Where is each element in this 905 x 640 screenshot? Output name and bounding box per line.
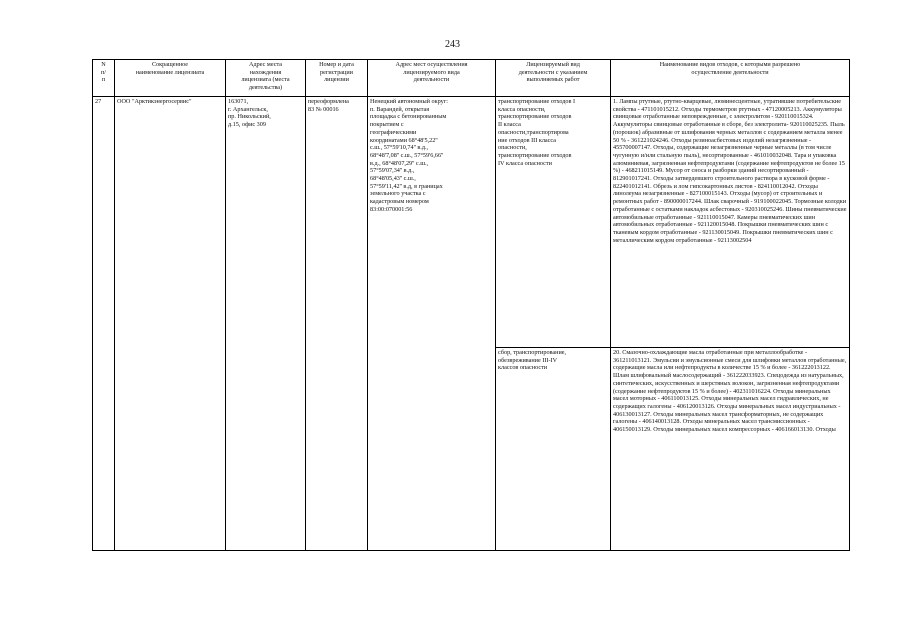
header-num: N п/ п bbox=[93, 60, 115, 97]
licensee-name: ООО "Арктикэнергосервис" bbox=[115, 97, 226, 551]
table-header-row bbox=[93, 60, 850, 97]
row-num: 27 bbox=[93, 97, 115, 551]
header-activity-place: Адрес мест осуществления лицензируемого вида деятельности bbox=[368, 60, 496, 97]
license-number: переоформлена 83 № 00016 bbox=[306, 97, 368, 551]
header-waste-types: Наименование видов отходов, с которыми разрешено осуществление деятельности bbox=[611, 60, 850, 97]
license-table bbox=[92, 59, 850, 551]
activity-kind-1: транспортирование отходов I класса опасности, транспортирование отходов II класса опасности,транспортирова ние отходов III класса опасности, транспортирование отходов IV класса опасности bbox=[496, 97, 611, 348]
activity-kind-2: сбор, транспортирование, обезвреживание III-IV классов опасности bbox=[496, 348, 611, 551]
waste-list-2: 20. Смазочно-охлаждающие масла отработанные при металлообработке - 361211013121. Эмульсии и эмульсионные смеси для шлифовки металлов отработанные, содержащие масла или нефтепродукты в количестве 15 % и более - 361222013122. Шлам шлифовальный маслосодержащий - 361222033923. Спецодежда из натуральных, синтетических, искусственных и шерстяных волокон, загрязненная нефтепродуктами (содержание нефтепродуктов 15 % и более) - 402311016224. Отходы минеральных масел моторных - 406110013125. Отходы минеральных масел гидравлических, не содержащих галогены - 406120013126. Отходы минеральных масел индустриальных - 406130013127. Отходы минеральных масел трансформаторных, не содержащих галогены - 406140013128. Отходы минеральных масел трансмиссионных - 406150013129. Отходы минеральных масел компрессорных - 406166013130. Отходы bbox=[611, 348, 850, 551]
activity-place: Ненецкий автономный округ: п. Варандей, открытая площадка с бетонированным покрытием с географическими координатами 68°48'5,22'' с.ш., 57°59'10,74'' в.д., 68°48'7,08'' с.ш., 57°59'6,66'' в.д., 68°48'07,29'' с.ш., 57°59'07,34'' в.д., 68°48'05,43'' с.ш., 57°59'11,42'' в.д, в границах земельного участка с кадастровым номером 83:00:070001:56 bbox=[368, 97, 496, 551]
header-licensee: Сокращенное наименование лицензиата bbox=[115, 60, 226, 97]
header-address: Адрес места нахождения лицензиата (места деятельства) bbox=[226, 60, 306, 97]
header-activity-kind: Лицензируемый вид деятельности с указанием выполняемых работ bbox=[496, 60, 611, 97]
header-license: Номер и дата регистрации лицензии bbox=[306, 60, 368, 97]
page-number: 243 bbox=[445, 39, 460, 50]
waste-list-1: 1. Лампы ртутные, ртутно-кварцевые, люминесцентные, утратившие потребительские свойства - 471101015212. Отходы термометров ртутных - 47120005213. Аккумуляторы свинцовые отработанные неповрежденные, с электролитом - 920110015324. Аккумуляторы свинцовые отработанные в сборе, без электролита- 920110025235. Пыль (порошок) абразивные от шлифования черных металлов с содержанием металла менее 50 % - 361221024246. Отходы резиноасбестовых изделий незагрязненные - 455700007147. Отходы, содержащие незагрязненные черные металлы (в том числе чугунную и/или стальную пыль), несортированные - 461010032048. Тара и упаковка алюминиевая, загрязненная нефтепродуктами (содержание нефтепродуктов не более 15 %) - 468211015149. Мусор от сноса и разборки зданий несортированный - 812901017241. Отходы затвердевшего строительного раствора в кусковой форме - 822401012141. Обрезь и лом гипсокартонных листов - 824110012042. Отходы линолеума незагрязненные - 827100015143. Отходы (мусор) от строительных и ремонтных работ - 890000017244. Шлак сварочный - 919100022045. Тормозные колодки отработанные с остатками накладок асбестовых - 920310025246. Шины пневматические автомобильные отработанные - 921110015047. Камеры пневматических шин автомобильных отработанные - 921120015048. Покрышки пневматических шин с тканевым кордом отработанные - 921130015049. Покрышки пневматических шин с металлическим кордом отработанные - 92113002504 bbox=[611, 97, 850, 348]
licensee-address: 163071, г. Архангельск, пр. Никольский, д.15, офис 309 bbox=[226, 97, 306, 551]
table-row bbox=[93, 97, 850, 348]
